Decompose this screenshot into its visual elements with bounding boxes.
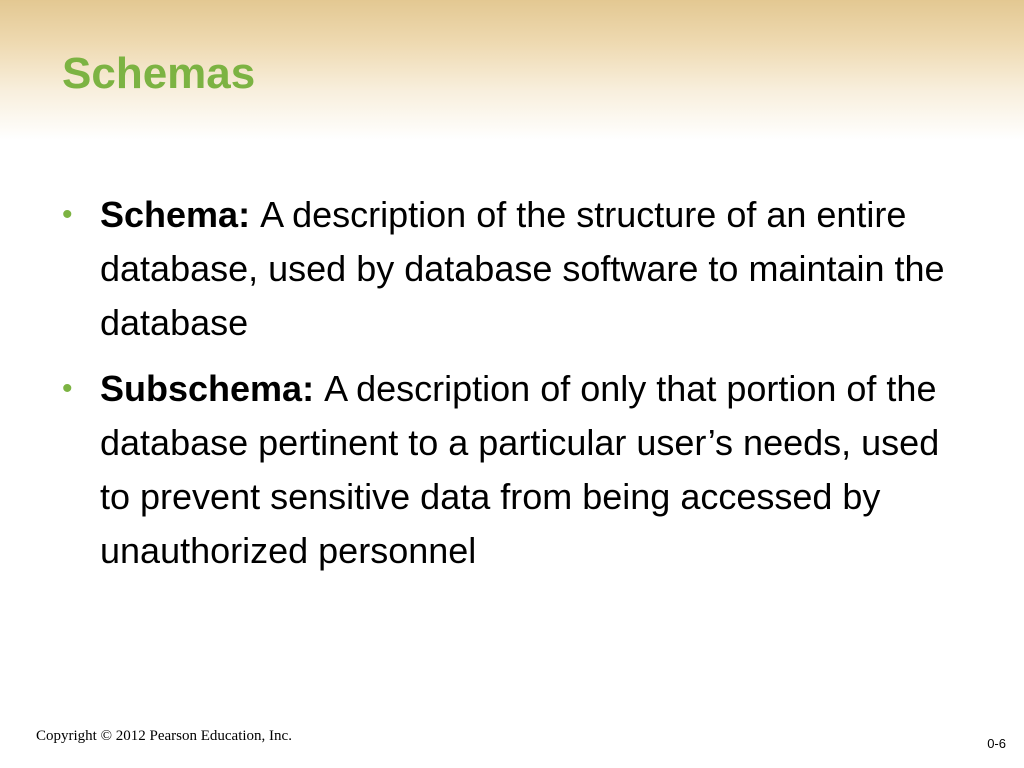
bullet-list [62, 188, 952, 590]
bullet-icon: • [62, 198, 73, 231]
bullet-item-subschema [62, 362, 952, 578]
page-number: 0-6 [987, 736, 1006, 751]
bullet-item-schema [62, 188, 952, 350]
slide-title: Schemas [62, 49, 256, 98]
footer-copyright: Copyright © 2012 Pearson Education, Inc. [36, 728, 292, 744]
bullet-term: Schema: [100, 194, 261, 235]
bullet-text: A description of only that portion of the database pertinent to a particular user’s needs, used to prevent sensitive data from being accessed by unauthorized personnel [100, 368, 940, 571]
bullet-term: Subschema: [100, 368, 325, 409]
bullet-text: A description of the structure of an entire database, used by database software to maintain the database [100, 194, 945, 343]
bullet-icon: • [62, 372, 73, 405]
